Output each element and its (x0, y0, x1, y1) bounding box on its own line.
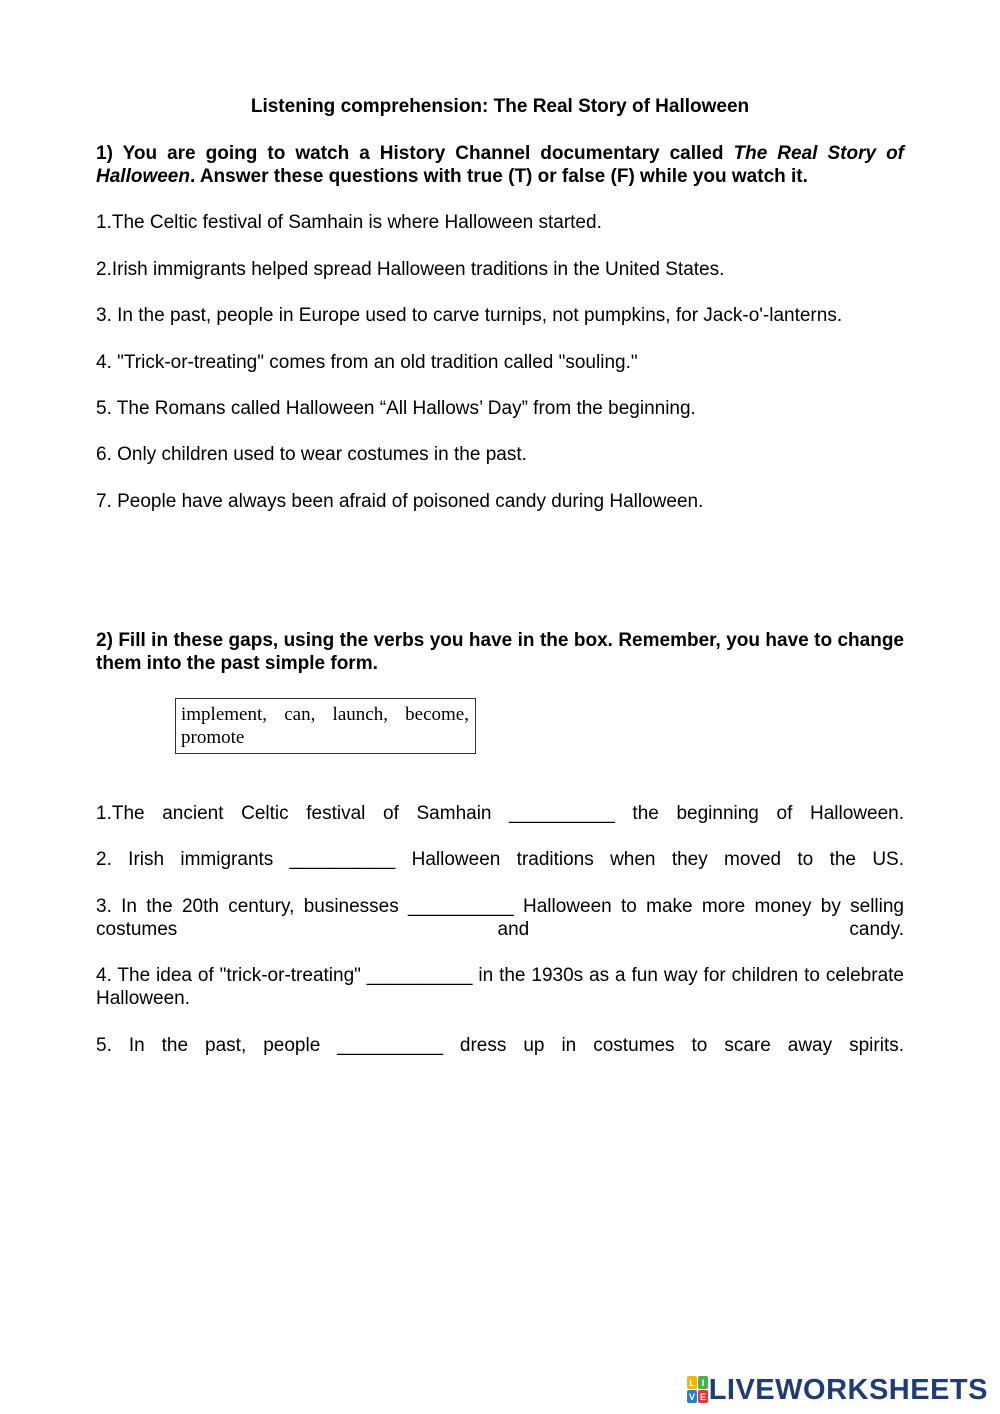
tf-question-1: 1.The Celtic festival of Samhain is where Halloween started. (96, 212, 602, 233)
section1-instruction-italic: The Real Story of Halloween (96, 143, 904, 187)
verb-box: implement, can, launch, become, promote (175, 698, 476, 754)
tf-question-2: 2.Irish immigrants helped spread Halloween traditions in the United States. (96, 259, 725, 280)
gap-question-2: 2. Irish immigrants __________ Halloween traditions when they moved to the US. (96, 849, 904, 870)
section1-instruction-post: . Answer these questions with true (T) or false (F) while you watch it. (189, 166, 808, 187)
gap-question-1: 1.The ancient Celtic festival of Samhain __________ the beginning of Halloween. (96, 803, 904, 824)
liveworksheets-logo-text: LIVEWORKSHEETS (708, 1373, 988, 1406)
svg-text:E: E (699, 1392, 706, 1402)
page-title: Listening comprehension: The Real Story of Halloween (250, 96, 750, 117)
gap-question-4: 4. The idea of "trick-or-treating" __________ in the 1930s as a fun way for children to celebrate Halloween. (96, 965, 904, 1009)
svg-text:I: I (701, 1378, 704, 1388)
tf-question-4: 4. "Trick-or-treating" comes from an old tradition called "souling." (96, 352, 638, 373)
gap-question-3: 3. In the 20th century, businesses __________ Halloween to make more money by selling costumes and candy. (96, 896, 904, 940)
liveworksheets-logo-icon (687, 1376, 709, 1404)
liveworksheets-logo (687, 1372, 988, 1408)
svg-text:V: V (688, 1392, 695, 1402)
tf-question-5: 5. The Romans called Halloween “All Hallows’ Day” from the beginning. (96, 398, 696, 419)
gap-question-5: 5. In the past, people __________ dress up in costumes to scare away spirits. (96, 1035, 904, 1056)
section2-instruction: 2) Fill in these gaps, using the verbs you have in the box. Remember, you have to change them into the past simple form. (96, 630, 904, 674)
tf-question-7: 7. People have always been afraid of poisoned candy during Halloween. (96, 491, 704, 512)
section1-instruction-pre: 1) You are going to watch a History Channel documentary called (96, 143, 734, 164)
svg-text:L: L (688, 1378, 695, 1388)
section1-instruction (96, 142, 904, 188)
tf-question-3: 3. In the past, people in Europe used to carve turnips, not pumpkins, for Jack-o'-lanterns. (96, 305, 843, 326)
tf-question-6: 6. Only children used to wear costumes in the past. (96, 444, 527, 465)
